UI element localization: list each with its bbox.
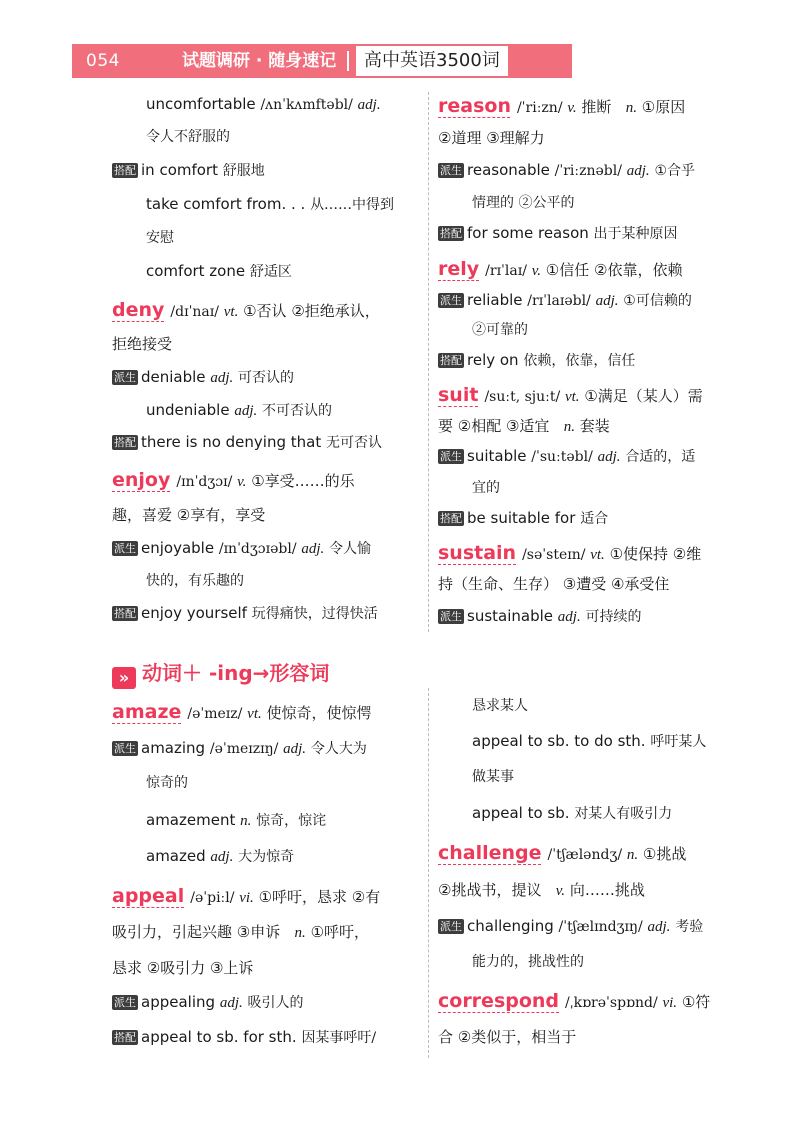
headword-entry: enjoy /ɪnˈdʒɔɪ/ v. ①享受……的乐 xyxy=(112,469,355,491)
collocation-line: 搭配 in comfort 舒服地 xyxy=(114,161,265,179)
derivative-line: 派生 suitable /ˈsuːtəbl/ adj. 合适的，适 xyxy=(440,447,696,465)
entry-line: 宜的 xyxy=(472,480,500,496)
derivative-line: 派生 reasonable /ˈriːznəbl/ adj. ①合乎 xyxy=(440,161,695,179)
derive-tag: 派生 xyxy=(440,294,462,307)
entry-line: ②可靠的 xyxy=(472,322,528,338)
entry-line: amazed adj. 大为惊奇 xyxy=(146,847,295,865)
headword: amaze xyxy=(112,701,182,723)
headword-entry: challenge /ˈtʃæləndʒ/ n. ①挑战 xyxy=(438,842,687,864)
derivative-line: 派生 sustainable adj. 可持续的 xyxy=(440,607,642,625)
headword-entry: correspond /ˌkɒrəˈspɒnd/ vi. ①符 xyxy=(438,990,711,1012)
derivative-line: 派生 amazing /əˈmeɪzɪŋ/ adj. 令人大为 xyxy=(114,739,367,757)
derivative-line: 派生 reliable /rɪˈlaɪəbl/ adj. ①可信赖的 xyxy=(440,291,692,309)
entry-line: 安慰 xyxy=(146,230,174,246)
entry-line: 恳求 ②吸引力 ③上诉 xyxy=(112,959,254,977)
entry-line: 吸引力，引起兴趣 ③申诉 n. ①呼吁， xyxy=(112,923,370,941)
page-number: 054 xyxy=(86,51,120,71)
headword: appeal xyxy=(112,885,185,907)
entry-line: 情理的 ②公平的 xyxy=(472,195,575,211)
collocation-tag: 搭配 xyxy=(114,164,136,177)
entry-line: amazement n. 惊奇，惊诧 xyxy=(146,811,327,829)
column-divider-bottom xyxy=(428,688,429,1058)
derivative-line: 派生 challenging /ˈtʃælɪndʒɪŋ/ adj. 考验 xyxy=(440,917,704,935)
entry-line: 持（生命、生存） ③遭受 ④承受住 xyxy=(438,575,670,593)
derive-tag: 派生 xyxy=(440,920,462,933)
derive-tag: 派生 xyxy=(114,371,136,384)
derivative-line: 派生 deniable adj. 可否认的 xyxy=(114,368,295,386)
headword: enjoy xyxy=(112,469,171,491)
collocation-line: 搭配 be suitable for 适合 xyxy=(440,509,609,527)
entry-line: uncomfortable /ʌnˈkʌmftəbl/ adj. xyxy=(146,95,381,113)
section-title: » 动词＋ -ing→形容词 xyxy=(112,658,329,688)
collocation-tag: 搭配 xyxy=(114,1031,136,1044)
collocation-tag: 搭配 xyxy=(114,436,136,449)
page-header xyxy=(72,44,572,78)
entry-line: comfort zone 舒适区 xyxy=(146,262,292,280)
headword: suit xyxy=(438,384,479,406)
entry-line: 拒绝接受 xyxy=(112,335,173,353)
derive-tag: 派生 xyxy=(440,164,462,177)
column-divider-top xyxy=(428,92,429,632)
entry-line: appeal to sb. to do sth. 呼吁某人 xyxy=(472,732,707,750)
derive-tag: 派生 xyxy=(440,610,462,623)
entry-line: 令人不舒服的 xyxy=(146,129,230,145)
headword: rely xyxy=(438,258,480,280)
derive-tag: 派生 xyxy=(114,742,136,755)
derive-tag: 派生 xyxy=(114,542,136,555)
double-chevron-icon: » xyxy=(112,667,136,689)
headword-entry: rely /rɪˈlaɪ/ v. ①信任 ②依靠，依赖 xyxy=(438,258,683,280)
entry-line: ②挑战书，提议 v. 向……挑战 xyxy=(438,881,645,899)
entry-line: appeal to sb. 对某人有吸引力 xyxy=(472,804,673,822)
collocation-tag: 搭配 xyxy=(440,512,462,525)
derive-tag: 派生 xyxy=(114,996,136,1009)
headword-entry: suit /suːt, sjuːt/ vt. ①满足（某人）需 xyxy=(438,384,703,406)
entry-line: ②道理 ③理解力 xyxy=(438,129,545,147)
collocation-line: 搭配 rely on 依赖，依靠，信任 xyxy=(440,351,636,369)
header-separator xyxy=(347,51,349,71)
entry-line: 惊奇的 xyxy=(146,775,188,791)
collocation-tag: 搭配 xyxy=(114,607,136,620)
headword-entry: deny /dɪˈnaɪ/ vt. ①否认 ②拒绝承认， xyxy=(112,299,380,321)
collocation-line: 搭配 there is no denying that 无可否认 xyxy=(114,433,382,451)
collocation-line: 搭配 enjoy yourself 玩得痛快，过得快活 xyxy=(114,604,378,622)
entry-line: 合 ②类似于，相当于 xyxy=(438,1028,577,1046)
entry-line: take comfort from. . . 从……中得到 xyxy=(146,195,395,213)
entry-line: 恳求某人 xyxy=(472,698,528,714)
collocation-tag: 搭配 xyxy=(440,354,462,367)
headword: reason xyxy=(438,95,511,117)
headword: challenge xyxy=(438,842,542,864)
entry-line: 快的，有乐趣的 xyxy=(146,573,244,589)
headword-entry: amaze /əˈmeɪz/ vt. 使惊奇，使惊愕 xyxy=(112,701,372,723)
book-subtitle: 高中英语3500词 xyxy=(356,46,508,76)
derive-tag: 派生 xyxy=(440,450,462,463)
book-title: 试题调研 · 随身速记 xyxy=(182,51,337,71)
entry-line: 做某事 xyxy=(472,769,514,785)
derivative-line: 派生 appealing adj. 吸引人的 xyxy=(114,993,304,1011)
headword-entry: sustain /səˈsteɪn/ vt. ①使保持 ②维 xyxy=(438,542,702,564)
collocation-tag: 搭配 xyxy=(440,227,462,240)
derivative-line: 派生 enjoyable /ɪnˈdʒɔɪəbl/ adj. 令人愉 xyxy=(114,539,372,557)
headword: sustain xyxy=(438,542,517,564)
entry-line: 要 ②相配 ③适宜 n. 套装 xyxy=(438,417,610,435)
collocation-line: 搭配 appeal to sb. for sth. 因某事呼吁/ xyxy=(114,1028,377,1046)
entry-line: 趣，喜爱 ②享有，享受 xyxy=(112,506,266,524)
headword-entry: reason /ˈriːzn/ v. 推断 n. ①原因 xyxy=(438,95,686,117)
headword: correspond xyxy=(438,990,560,1012)
headword: deny xyxy=(112,299,165,321)
headword-entry: appeal /əˈpiːl/ vi. ①呼吁，恳求 ②有 xyxy=(112,885,381,907)
entry-line: undeniable adj. 不可否认的 xyxy=(146,401,333,419)
collocation-line: 搭配 for some reason 出于某种原因 xyxy=(440,224,678,242)
entry-line: 能力的，挑战性的 xyxy=(472,954,584,970)
